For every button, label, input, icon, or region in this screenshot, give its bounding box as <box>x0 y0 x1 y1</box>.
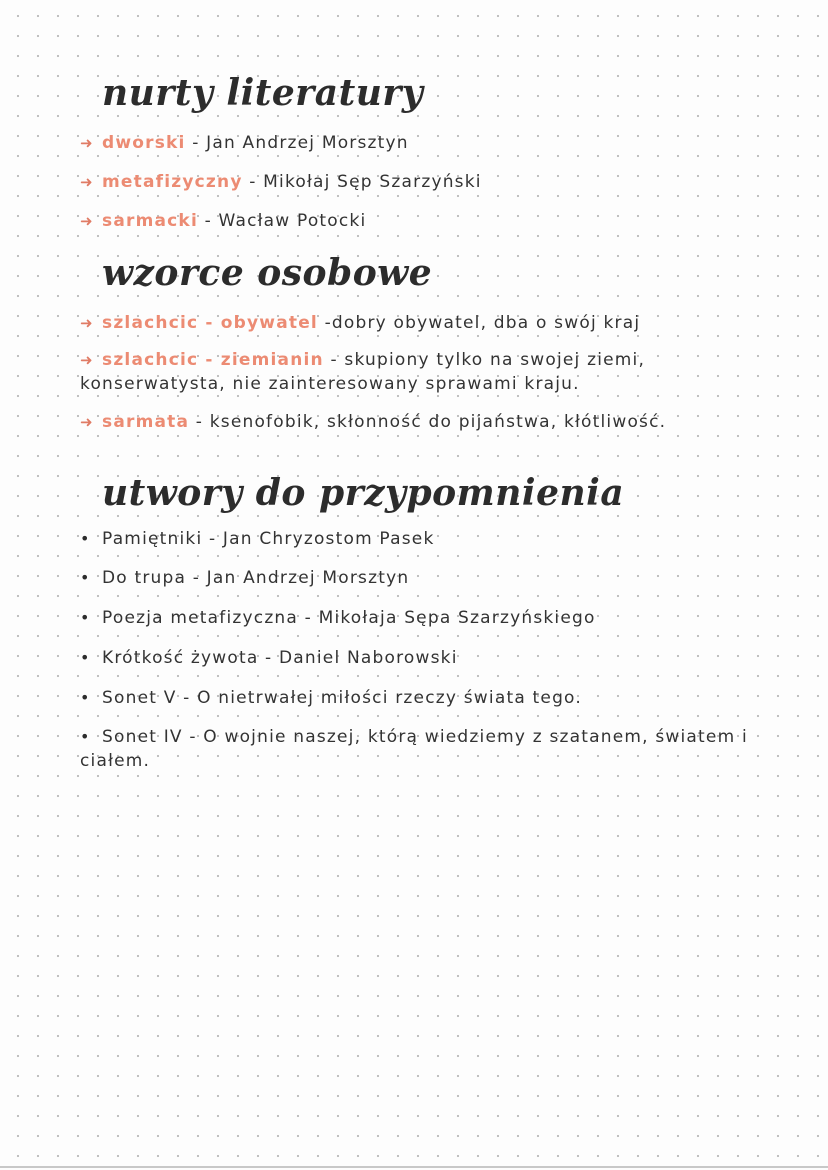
model-term: szlachcic - obywatel <box>102 313 318 333</box>
work-list-item <box>80 646 770 670</box>
literary-current-item <box>80 131 770 155</box>
page-edge-divider <box>0 1166 828 1168</box>
current-author: - Wacław Potocki <box>197 211 367 231</box>
work-list-item <box>80 527 770 551</box>
bullet-icon: • <box>80 608 91 627</box>
current-author: - Mikołaj Sęp Szarzyński <box>242 172 482 192</box>
work-list-item <box>80 686 770 710</box>
arrow-icon: ➜ <box>80 212 94 230</box>
literary-current-item <box>80 170 770 194</box>
personal-model-item <box>80 348 770 396</box>
arrow-icon: ➜ <box>80 314 94 332</box>
bullet-icon: • <box>80 688 91 707</box>
work-title: Pamiętniki - Jan Chryzostom Pasek <box>102 529 435 549</box>
literary-current-item <box>80 209 770 233</box>
arrow-icon: ➜ <box>80 413 94 431</box>
bullet-icon: • <box>80 529 91 548</box>
current-term: metafizyczny <box>102 172 243 192</box>
model-description: - skupiony tylko na swojej ziemi, konserwatysta, nie zainteresowany sprawami kraju. <box>80 350 646 394</box>
work-title: Krótkość żywota - Daniel Naborowski <box>102 648 458 668</box>
model-term: szlachcic - ziemianin <box>102 350 324 370</box>
arrow-icon: ➜ <box>80 351 94 369</box>
current-term: sarmacki <box>102 211 198 231</box>
work-title: Poezja metafizyczna - Mikołaja Sępa Szarzyńskiego <box>102 608 596 628</box>
arrow-icon: ➜ <box>80 173 94 191</box>
personal-model-item <box>80 410 770 434</box>
bullet-icon: • <box>80 568 91 587</box>
heading-personal-models: wzorce osobowe <box>102 252 433 294</box>
model-description: - ksenofobik, skłonność do pijaństwa, kłótliwość. <box>189 412 667 432</box>
current-author: - Jan Andrzej Morsztyn <box>185 133 409 153</box>
bullet-icon: • <box>80 648 91 667</box>
work-list-item <box>80 566 770 590</box>
model-description: -dobry obywatel, dba o swój kraj <box>317 313 641 333</box>
work-title: Sonet IV - O wojnie naszej, którą wiedziemy z szatanem, światem i ciałem. <box>80 727 748 771</box>
work-title: Sonet V - O nietrwałej miłości rzeczy świata tego. <box>102 688 582 708</box>
work-list-item <box>80 725 770 773</box>
heading-literary-currents: nurty literatury <box>102 72 424 114</box>
personal-model-item <box>80 311 770 335</box>
heading-works-to-remember: utwory do przypomnienia <box>102 472 625 514</box>
current-term: dworski <box>102 133 186 153</box>
arrow-icon: ➜ <box>80 134 94 152</box>
work-list-item <box>80 606 770 630</box>
model-term: sarmata <box>102 412 190 432</box>
bullet-icon: • <box>80 727 91 746</box>
work-title: Do trupa - Jan Andrzej Morsztyn <box>102 568 410 588</box>
